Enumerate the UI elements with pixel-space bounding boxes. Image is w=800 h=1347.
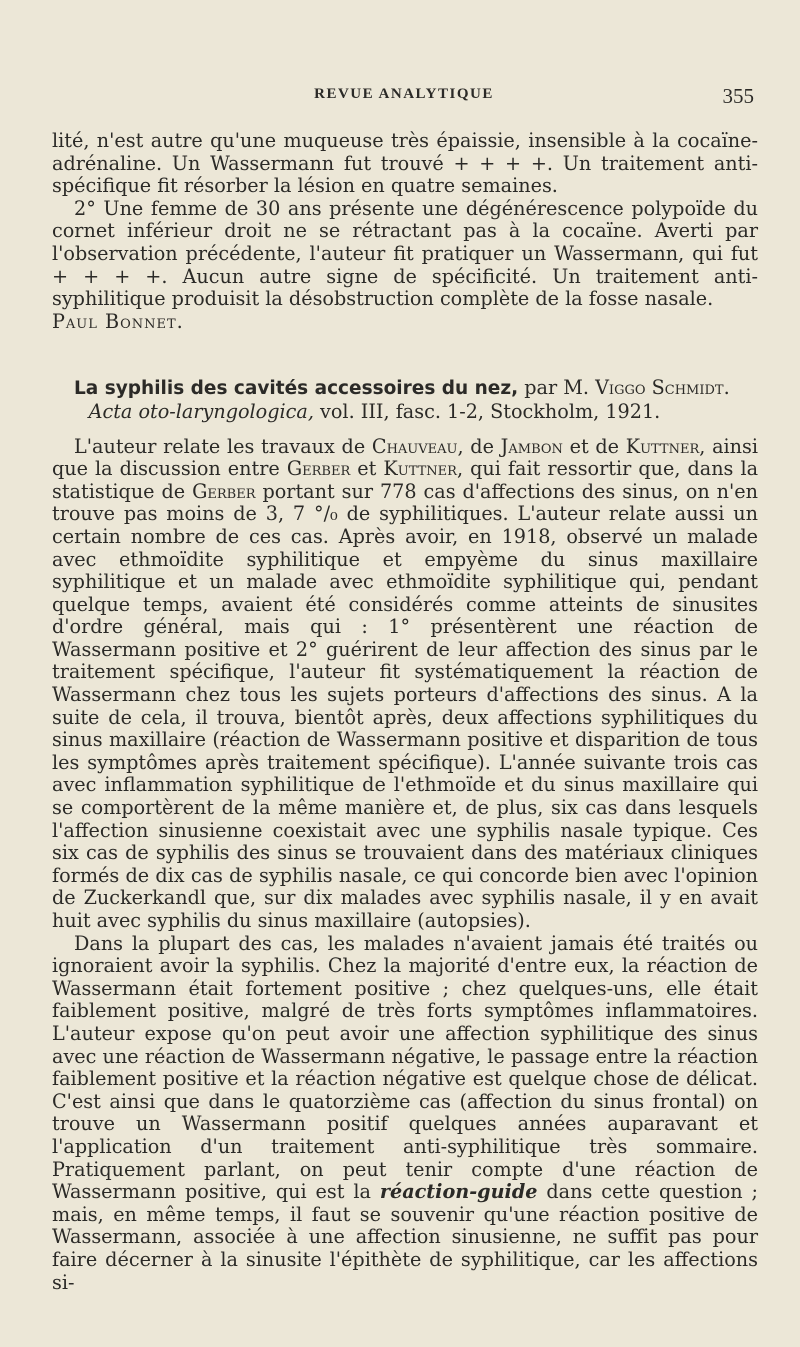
paragraph-review-1 [52, 436, 758, 933]
text-run: Dans la plupart des cas, les malades n'avaient jamais été traités ou ignoraient avoir la syphilis. Chez la majorité d'entre eux, la réaction de Wassermann était fortement positive ; chez quelques-uns, elle était faiblement positive, malgré de très forts symptômes inflammatoires. L'auteur expose qu'on peut avoir une affection syphilitique des sinus avec une réaction de Wassermann négative, le passage entre la réaction faiblement positive et la réaction négative est quelque chose de délicat. C'est ainsi que dans le quatorzième cas (affection du sinus frontal) on trouve un Wassermann positif quelques années auparavant et l'application d'un traitement anti-syphilitique très sommaire. Pratiquement parlant, on peut tenir compte d'une réaction de Wassermann positive, qui est la [52, 931, 758, 1204]
text-run: L'auteur relate les travaux de [74, 434, 372, 458]
text-run: , de [457, 434, 501, 458]
running-head: REVUE ANALYTIQUE [314, 86, 494, 102]
review-journal: Acta oto-laryngologica, [88, 399, 314, 423]
review-heading [52, 377, 758, 423]
author-name: Chauveau [371, 434, 458, 458]
paragraph-case-2: 2° Une femme de 30 ans présente une dégénérescence polypoïde du cornet inférieur droit ne se rétractant pas à la cocaïne. Averti par l'observation précédente, l'auteur fit pratiquer un Wassermann, qui fut + + + +. Aucun autre signe de spécificité. Un traitement anti-syphilitique produisit la désobstruction complète de la fosse nasale. [52, 196, 758, 311]
text-run: , ainsi que la discussion entre [52, 434, 758, 481]
review-title: La syphilis des cavités accessoires du nez, [74, 378, 519, 400]
review-signature: Paul Bonnet. [52, 309, 184, 333]
paragraph-review-2 [52, 933, 758, 1295]
author-name: Jambon [500, 434, 563, 458]
review-by: par M. [518, 376, 596, 400]
author-name: Gerber [192, 479, 256, 503]
author-name: Gerber [286, 457, 351, 481]
page-number: 355 [722, 84, 754, 108]
paragraph-continuation: lité, n'est autre qu'une muqueuse très épaissie, insensible à la cocaïne-adrénaline. Un Wassermann fut trouvé + + + +. Un traitement anti-spécifique fit résorber la lésion en quatre semaines. [52, 129, 758, 198]
text-run: , qui fait ressortir que, dans la statistique de [52, 457, 759, 503]
review-author: Viggo Schmidt. [595, 376, 730, 400]
text-run: et de [562, 434, 626, 458]
author-name: Kuttner [625, 434, 700, 458]
emphasis-term: réaction-guide [379, 1180, 538, 1204]
page-body [52, 130, 758, 1294]
page-header [54, 86, 754, 116]
text-run: et [350, 457, 384, 481]
review-citation: vol. III, fasc. 1-2, Stockholm, 1921. [313, 399, 661, 423]
text-run: portant sur 778 cas d'affections des sinus, on n'en trouve pas moins de 3, 7 °/₀ de syphilitiques. L'auteur relate aussi un certain nombre de ces cas. Après avoir, en 1918, observé un malade avec ethmoïdite syphilitique et empyème du sinus maxillaire syphilitique et un malade avec ethmoïdite syphilitique qui, pendant quelque temps, avaient été considérés comme atteints de sinusites d'ordre général, mais qui : 1° présentèrent une réaction de Wassermann positive et 2° guérirent de leur affection des sinus par le traitement spécifique, l'auteur fit systématiquement la réaction de Wassermann chez tous les sujets porteurs d'affections des sinus. A la suite de cela, il trouva, bientôt après, deux affections syphilitiques du sinus maxillaire (réaction de Wassermann positive et disparition de tous les symptômes après traitement spécifique). L'année suivante trois cas avec inflammation syphilitique de l'ethmoïde et du sinus maxillaire qui se comportèrent de la même manière et, de plus, six cas dans lesquels l'affection sinusienne coexistait avec une syphilis nasale typique. Ces six cas de syphilis des sinus se trouvaient dans des matériaux cliniques formés de dix cas de syphilis nasale, ce qui concorde bien avec l'opinion de Zuckerkandl que, sur dix malades avec syphilis nasale, il y en avait huit avec syphilis du sinus maxillaire (autopsies). [52, 479, 758, 932]
text-run: dans cette question ; mais, en même temps, il faut se souvenir qu'une réaction positive de Wassermann, associée à une affection sinusienne, ne suffit pas pour faire décerner à la sinusite l'épithète de syphilitique, car les affections si- [52, 1180, 758, 1294]
author-name: Kuttner [383, 457, 457, 481]
